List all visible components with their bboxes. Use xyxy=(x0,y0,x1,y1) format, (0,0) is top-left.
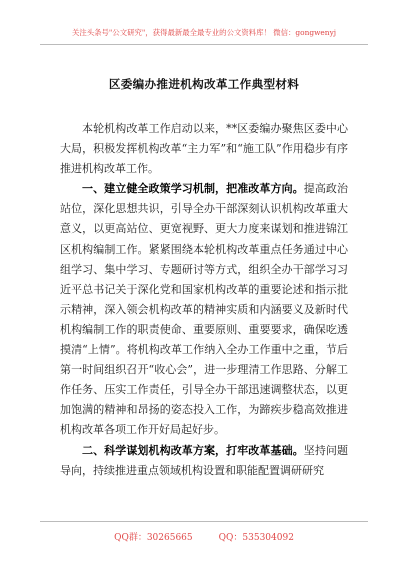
footer-qq-group: QQ群：30265665 xyxy=(114,533,193,543)
header-divider xyxy=(40,44,368,45)
footer-qq: QQ：535304092 xyxy=(218,533,294,543)
section-2-paragraph xyxy=(60,441,348,481)
footer-divider xyxy=(40,521,368,522)
footer xyxy=(0,530,408,543)
section-1-paragraph xyxy=(60,179,348,440)
section-2-heading: 二、科学谋划机构改革方案，打牢改革基础。 xyxy=(82,443,304,457)
intro-paragraph: 本轮机构改革工作启动以来，**区委编办聚焦区委中心大局，积极发挥机构改革“主力军”和“施工队”作用稳步有序推进机构改革工作。 xyxy=(60,122,348,176)
header-notice: 关注头条号"公文研究"，获得最新最全最专业的公文资料库！ 微信：gongwenyj xyxy=(71,28,337,37)
section-1-text: 提高政治站位，深化思想共识，引导全办干部深刻认识机构改革重大意义，以更高站位、更宽视野、更大力度来谋划和推进锦江区机构编制工作。紧紧围绕本轮机构改革重点任务通过中心组学习、集中学习、专题研讨等方式，组织全办干部学习习近平总书记关于深化党和国家机构改革的重要论述和指示批示精神，深入领会机构改革的精神实质和内涵要义及新时代机构编制工作的职责使命、重要原则、重要要求，确保吃透摸清“上情”。将机构改革工作纳入全办工作重中之重，节后第一时间组织召开“收心会”，进一步理清工作思路、分解工作任务、压实工作责任，引导全办干部迅速调整状态，以更加饱满的精神和昂扬的姿态投入工作，为蹄疾步稳高效推进机构改革各项工作开好局起好步。 xyxy=(60,182,349,437)
document-body xyxy=(60,119,348,481)
document-title: 区委编办推进机构改革工作典型材料 xyxy=(108,77,300,91)
section-2-text: 坚持问题导向，持续推进重点领域机构设置和职能配置调研研究 xyxy=(60,443,349,477)
section-1-heading: 一、建立健全政策学习机制，把准改革方向。 xyxy=(82,182,304,196)
